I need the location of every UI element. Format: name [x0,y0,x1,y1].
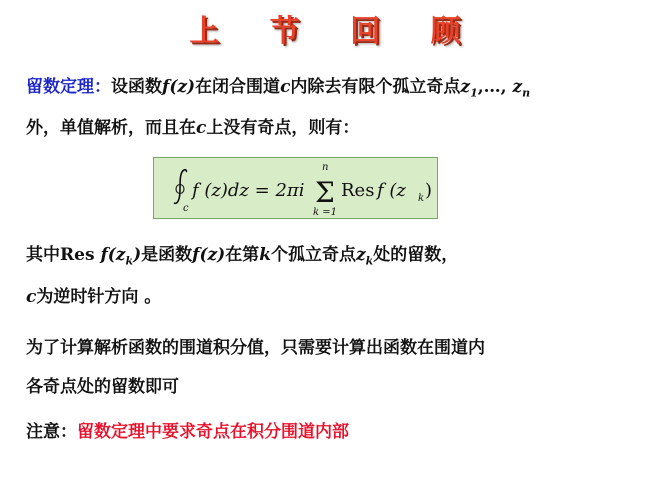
contour-subscript: c [183,203,189,214]
theorem-text: 上没有奇点，则有： [206,118,360,138]
theorem-line-1 [26,71,530,109]
res-symbol: Res [60,245,101,265]
contour-c: c [196,118,207,138]
note-line [26,416,349,448]
integral-sign [174,170,186,204]
note-text: 留数定理中要求奇点在积分围道内部 [77,422,349,442]
explain-text: 个孤立奇点 [270,245,356,265]
page-title: 上 节 回 顾 [189,14,481,49]
purpose-line-1: 为了计算解析函数的围道积分值，只需要计算出函数在围道内 [26,338,485,358]
note-label: 注意： [26,422,77,442]
rhs-subscript: k [418,193,425,204]
f-zk-close: ) [133,245,142,265]
explain-text: 处的留数， [373,245,459,265]
theorem-text: 内除去有限个孤立奇点 [290,77,461,97]
theorem-text: 在闭合围道 [195,77,281,97]
f-zk-subscript: k [125,254,134,268]
sigma-symbol: Σ [315,176,335,209]
theorem-text: 外，单值解析，而且在 [26,118,196,138]
explain-text: 在第 [225,245,260,265]
purpose-line-2: 各奇点处的留数即可 [26,377,179,397]
explain-line-1 [26,239,458,277]
function-fz: f(z) [162,77,196,97]
residue-formula-box [153,157,438,219]
formula-lhs: f (z)dz = 2πi [192,180,305,201]
sum-lower-limit: k =1 [313,207,337,218]
rhs-close-paren: ) [425,180,433,201]
zn-subscript: n [522,86,531,100]
function-fz: f(z) [192,245,226,265]
sum-upper-limit: n [322,162,329,173]
ellipsis: ,…, [477,77,513,97]
explain-line-2 [26,281,161,313]
formula-rhs: f (z [377,180,406,201]
zk-subscript: k [365,254,374,268]
index-k: k [259,245,271,265]
contour-c: c [26,287,37,307]
theorem-text: 设函数 [111,77,162,97]
f-zk: f(z [100,245,126,265]
theorem-line-2 [26,112,359,144]
z1: z [460,77,471,97]
theorem-label: 留数定理： [26,77,111,97]
explain-text: 是函数 [141,245,193,265]
residue-formula [154,158,439,220]
res-operator: Res [341,180,375,201]
zn: z [512,77,523,97]
explain-text: 为逆时针方向 。 [36,287,162,307]
z1-subscript: 1 [470,86,478,100]
zk: z [355,245,366,265]
contour-c: c [280,77,291,97]
explain-text: 其中 [26,245,60,265]
